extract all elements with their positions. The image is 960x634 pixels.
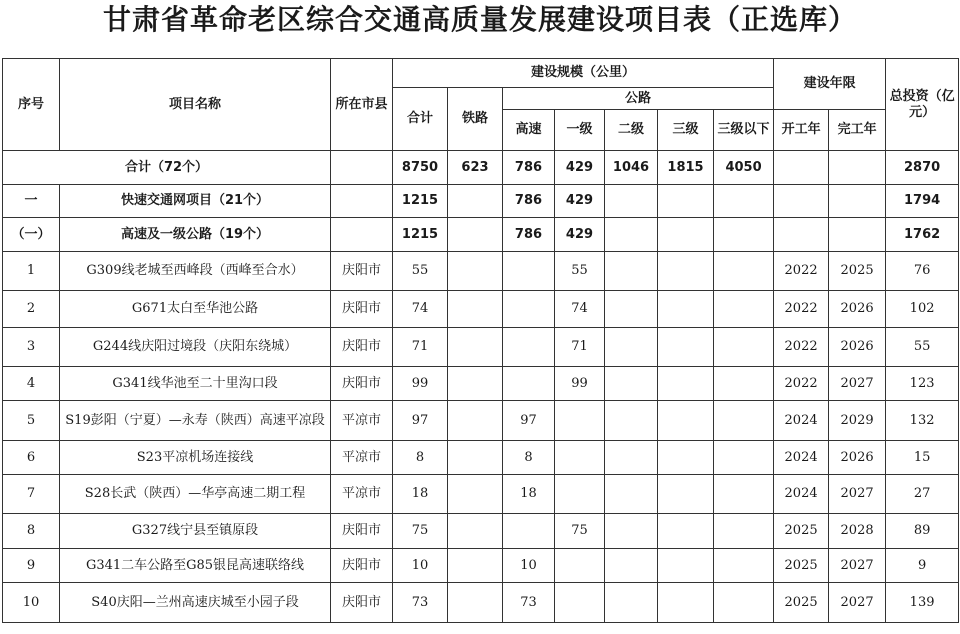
summary-row [3,151,959,185]
cell-grade3below [714,401,774,441]
header-grade2: 二级 [605,110,658,151]
cell-grade1: 75 [555,514,605,549]
cell-grade3 [658,514,714,549]
cell-start: 2025 [774,514,829,549]
cell-grade2: 1046 [605,151,658,185]
table-row [3,291,959,328]
cell-investment: 1794 [886,185,959,218]
header-road: 公路 [503,88,774,110]
cell-grade3below [714,441,774,475]
cell-expressway: 97 [503,401,555,441]
cell-grade3 [658,549,714,583]
header-grade3below: 三级以下 [714,110,774,151]
cell-region: 庆阳市 [331,367,393,401]
cell-total: 8750 [393,151,448,185]
cell-total: 10 [393,549,448,583]
cell-grade1 [555,549,605,583]
cell-start: 2025 [774,583,829,623]
cell-investment: 132 [886,401,959,441]
cell-grade3below [714,367,774,401]
cell-total: 73 [393,583,448,623]
cell-start: 2022 [774,252,829,291]
summary-row [3,185,959,218]
cell-rail [448,475,503,514]
cell-expressway: 18 [503,475,555,514]
cell-grade3 [658,475,714,514]
cell-seq: 1 [3,252,60,291]
cell-grade2 [605,549,658,583]
cell-grade3below [714,218,774,252]
cell-investment: 1762 [886,218,959,252]
cell-grade3below [714,514,774,549]
cell-seq: （一） [3,218,60,252]
cell-name: G341线华池至二十里沟口段 [60,367,331,401]
cell-start: 2024 [774,475,829,514]
header-expressway: 高速 [503,110,555,151]
cell-rail: 623 [448,151,503,185]
cell-expressway [503,367,555,401]
cell-grade3below [714,185,774,218]
cell-expressway: 8 [503,441,555,475]
cell-expressway [503,252,555,291]
table-row [3,475,959,514]
header-grade1: 一级 [555,110,605,151]
cell-grade1: 71 [555,328,605,367]
cell-expressway: 786 [503,218,555,252]
cell-investment: 102 [886,291,959,328]
cell-grade3 [658,583,714,623]
cell-start: 2022 [774,367,829,401]
cell-rail [448,367,503,401]
cell-end: 2027 [829,475,886,514]
cell-start: 2024 [774,441,829,475]
cell-grade3below [714,549,774,583]
cell-grade3 [658,441,714,475]
cell-region: 庆阳市 [331,291,393,328]
cell-end: 2026 [829,328,886,367]
cell-seq: 6 [3,441,60,475]
cell-grade3 [658,401,714,441]
cell-region [331,185,393,218]
cell-grade2 [605,367,658,401]
cell-grade3below [714,291,774,328]
cell-grade1: 99 [555,367,605,401]
cell-end: 2026 [829,441,886,475]
table-row [3,252,959,291]
cell-start: 2022 [774,328,829,367]
table-row [3,549,959,583]
cell-grade2 [605,475,658,514]
cell-total: 1215 [393,185,448,218]
cell-end: 2025 [829,252,886,291]
cell-seq: 5 [3,401,60,441]
cell-total: 18 [393,475,448,514]
cell-investment: 76 [886,252,959,291]
cell-expressway [503,328,555,367]
cell-expressway: 786 [503,151,555,185]
cell-grade2 [605,218,658,252]
cell-rail [448,328,503,367]
cell-rail [448,218,503,252]
cell-grade3below [714,328,774,367]
cell-rail [448,514,503,549]
cell-rail [448,441,503,475]
cell-rail [448,583,503,623]
cell-region [331,218,393,252]
cell-grade3below: 4050 [714,151,774,185]
cell-grade1 [555,583,605,623]
cell-grade1: 429 [555,218,605,252]
cell-start [774,218,829,252]
header-end: 完工年 [829,110,886,151]
cell-grade3 [658,252,714,291]
table-row [3,401,959,441]
cell-name: 高速及一级公路（19个） [60,218,331,252]
header-scale: 建设规模（公里） [393,59,774,88]
cell-region: 庆阳市 [331,328,393,367]
cell-name: G671太白至华池公路 [60,291,331,328]
cell-investment: 27 [886,475,959,514]
cell-end: 2027 [829,367,886,401]
cell-investment: 139 [886,583,959,623]
cell-investment: 15 [886,441,959,475]
cell-name: 快速交通网项目（21个） [60,185,331,218]
cell-start: 2022 [774,291,829,328]
cell-grade3below [714,475,774,514]
cell-investment: 9 [886,549,959,583]
cell-rail [448,549,503,583]
cell-investment: 55 [886,328,959,367]
cell-total: 55 [393,252,448,291]
cell-end [829,185,886,218]
cell-expressway [503,514,555,549]
cell-grade3 [658,328,714,367]
header-investment: 总投资（亿元） [886,59,959,151]
cell-rail [448,185,503,218]
header-seq: 序号 [3,59,60,151]
cell-total: 97 [393,401,448,441]
cell-expressway [503,291,555,328]
cell-grade3 [658,185,714,218]
cell-seq: 一 [3,185,60,218]
cell-grade1 [555,441,605,475]
cell-grade1 [555,475,605,514]
cell-region: 平凉市 [331,441,393,475]
cell-name: 合计（72个） [3,151,331,185]
cell-grade3 [658,367,714,401]
cell-seq: 8 [3,514,60,549]
cell-grade2 [605,441,658,475]
cell-name: G309线老城至西峰段（西峰至合水） [60,252,331,291]
cell-region: 庆阳市 [331,514,393,549]
cell-end: 2026 [829,291,886,328]
cell-expressway: 73 [503,583,555,623]
cell-seq: 2 [3,291,60,328]
cell-name: S40庆阳—兰州高速庆城至小园子段 [60,583,331,623]
cell-grade3below [714,252,774,291]
cell-seq: 10 [3,583,60,623]
cell-total: 75 [393,514,448,549]
header-name: 项目名称 [60,59,331,151]
cell-grade1: 74 [555,291,605,328]
cell-grade2 [605,291,658,328]
table-row [3,328,959,367]
cell-total: 71 [393,328,448,367]
cell-seq: 7 [3,475,60,514]
cell-grade2 [605,514,658,549]
cell-investment: 2870 [886,151,959,185]
cell-region: 庆阳市 [331,252,393,291]
table-row [3,367,959,401]
cell-expressway: 786 [503,185,555,218]
table-row [3,583,959,623]
cell-start [774,151,829,185]
cell-seq: 9 [3,549,60,583]
cell-end: 2028 [829,514,886,549]
cell-rail [448,291,503,328]
cell-name: S19彭阳（宁夏）—永寿（陕西）高速平凉段 [60,401,331,441]
cell-rail [448,252,503,291]
header-rail: 铁路 [448,88,503,151]
cell-total: 74 [393,291,448,328]
cell-grade3 [658,291,714,328]
header-region: 所在市县 [331,59,393,151]
cell-region: 庆阳市 [331,549,393,583]
cell-grade2 [605,401,658,441]
cell-end: 2029 [829,401,886,441]
header-grade3: 三级 [658,110,714,151]
cell-name: S28长武（陕西）—华亭高速二期工程 [60,475,331,514]
cell-seq: 4 [3,367,60,401]
cell-region: 平凉市 [331,475,393,514]
cell-name: S23平凉机场连接线 [60,441,331,475]
cell-name: G327线宁县至镇原段 [60,514,331,549]
cell-seq: 3 [3,328,60,367]
cell-grade1 [555,401,605,441]
cell-total: 99 [393,367,448,401]
cell-end [829,151,886,185]
cell-end: 2027 [829,549,886,583]
cell-grade3 [658,218,714,252]
table-row [3,441,959,475]
cell-end: 2027 [829,583,886,623]
cell-investment: 123 [886,367,959,401]
cell-grade3below [714,583,774,623]
cell-grade2 [605,328,658,367]
cell-start [774,185,829,218]
table-row [3,514,959,549]
cell-investment: 89 [886,514,959,549]
cell-name: G244线庆阳过境段（庆阳东绕城） [60,328,331,367]
cell-region: 平凉市 [331,401,393,441]
cell-rail [448,401,503,441]
header-total: 合计 [393,88,448,151]
cell-name: G341二车公路至G85银昆高速联络线 [60,549,331,583]
cell-total: 1215 [393,218,448,252]
cell-grade2 [605,252,658,291]
cell-grade1: 429 [555,151,605,185]
cell-start: 2025 [774,549,829,583]
header-years: 建设年限 [774,59,886,110]
cell-total: 8 [393,441,448,475]
cell-grade1: 429 [555,185,605,218]
cell-region: 庆阳市 [331,583,393,623]
cell-grade1: 55 [555,252,605,291]
cell-grade2 [605,583,658,623]
page-title: 甘肃省革命老区综合交通高质量发展建设项目表（正选库） [102,3,857,36]
cell-region [331,151,393,185]
cell-start: 2024 [774,401,829,441]
cell-grade2 [605,185,658,218]
cell-grade3: 1815 [658,151,714,185]
header-start: 开工年 [774,110,829,151]
summary-row [3,218,959,252]
cell-expressway: 10 [503,549,555,583]
cell-end [829,218,886,252]
project-table [2,58,959,623]
